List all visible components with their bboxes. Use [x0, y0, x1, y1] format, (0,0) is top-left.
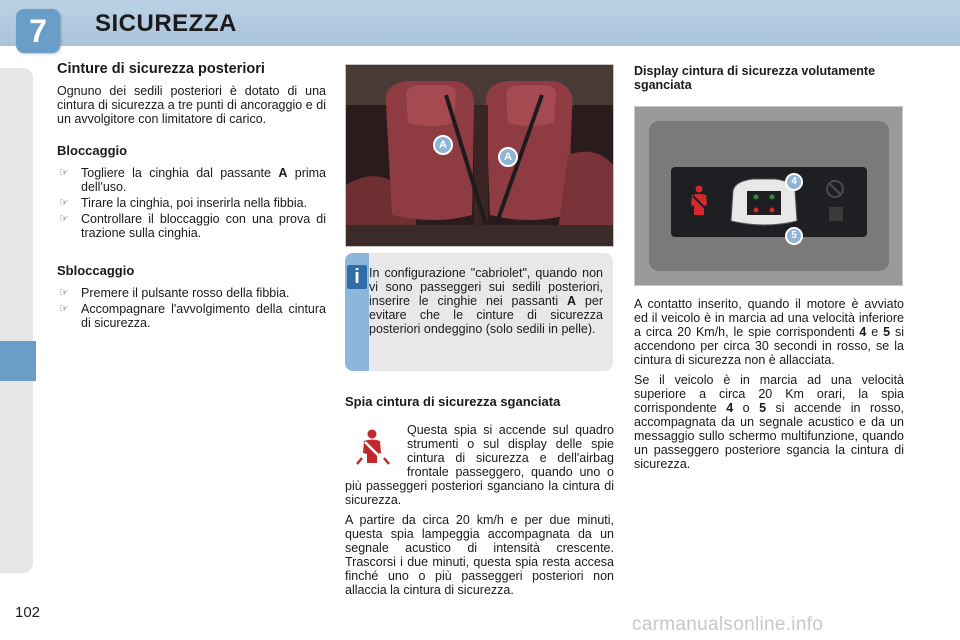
display-paragraph-1-b: e [866, 325, 884, 339]
unlock-step-1 [57, 286, 326, 300]
lock-step-1 [57, 166, 326, 194]
pointing-hand-icon: ☞ [59, 213, 69, 225]
page-title: SICUREZZA [95, 10, 237, 37]
display-paragraph-2 [634, 373, 904, 471]
unlock-steps [57, 286, 326, 330]
pointing-hand-icon: ☞ [59, 287, 69, 299]
warning-lamp-paragraph-2: A partire da circa 20 km/h e per due minuti, questa spia lampeggia accompagnata da un segnale acustico di intensità crescente. Trascorsi i due minuti, questa spia resta accesa finché uno o più passeggeri posteriori non allaccia la cintura di sicurezza. [345, 513, 614, 597]
display-paragraph-2-k1: 4 [726, 401, 734, 415]
seatbelt-display-photo [634, 106, 903, 286]
unlock-step-1-text: Premere il pulsante rosso della fibbia. [81, 286, 290, 300]
unlock-step-2 [57, 302, 326, 330]
left-column [57, 62, 326, 338]
right-column [634, 297, 904, 479]
lock-steps [57, 166, 326, 240]
seatbelt-warning-icon [353, 427, 393, 467]
intro-paragraph: Ognuno dei sedili posteriori è dotato di una cintura di sicurezza a tre punti di ancoraggio e di un avvolgitore con limitatore di carico. [57, 84, 326, 126]
info-box [345, 253, 613, 371]
display-paragraph-1-k1: 4 [859, 325, 867, 339]
lock-title: Bloccaggio [57, 143, 128, 158]
unlock-step-2-text: Accompagnare l'avvolgimento della cintura di sicurezza. [81, 302, 326, 330]
display-paragraph-2-k2: 5 [759, 401, 767, 415]
chapter-badge: 7 [16, 9, 60, 53]
display-paragraph-2-c: si accende in rosso, accompagnata da un segnale acustico e da un messaggio sullo schermo multifunzione, quando un passeggero posteriore sgancia la cintura di sicurezza. [634, 401, 904, 471]
callout-5: 5 [785, 227, 803, 245]
display-paragraph-1-k2: 5 [883, 325, 891, 339]
info-icon: i [347, 265, 367, 289]
lock-step-2 [57, 196, 326, 210]
section-title-rear-belts: Cinture di sicurezza posteriori [57, 61, 265, 77]
display-paragraph-1-c: si accendono per circa 30 secondi in rosso, se la cintura di sicurezza non è allacciata. [634, 325, 904, 367]
callout-a-left: A [433, 135, 453, 155]
page-number: 102 [15, 604, 41, 621]
warning-lamp-paragraph-1: Questa spia si accende sul quadro strumenti o sul display delle spie cintura di sicurezza e dell'airbag frontale passeggero, quando uno o più passeggeri posteriori sganciano la cintura di sicurezza. [345, 423, 614, 507]
callout-a-right: A [498, 147, 518, 167]
display-title: Display cintura di sicurezza volutamente sganciata [634, 64, 876, 92]
watermark: carmanualsonline.info [632, 614, 824, 635]
lock-step-2-text: Tirare la cinghia, poi inserirla nella fibbia. [81, 196, 308, 210]
lock-step-1-key: A [278, 166, 288, 180]
right-column-heading [634, 64, 904, 92]
lock-step-1-text: Togliere la cinghia dal passante [81, 166, 279, 180]
info-text-key: A [567, 294, 577, 308]
info-text-pre: In configurazione "cabriolet", quando non vi sono passeggeri sui sedili posteriori, inserire le cinghie nei passanti [369, 266, 603, 308]
unlock-title: Sbloccaggio [57, 263, 135, 278]
lock-step-1-tail: prima dell'uso. [81, 166, 326, 194]
display-paragraph-2-b: o [733, 401, 760, 415]
callout-4: 4 [785, 173, 803, 191]
lock-step-3-text: Controllare il bloccaggio con una prova di trazione sulla cinghia. [81, 212, 326, 240]
pointing-hand-icon: ☞ [59, 167, 69, 179]
warning-lamp-title: Spia cintura di sicurezza sganciata [345, 394, 561, 409]
display-paragraph-1 [634, 297, 904, 367]
lock-step-3 [57, 212, 326, 240]
display-paragraph-1-a: A contatto inserito, quando il motore è avviato ed il veicolo è in marcia ad una velocità inferiore a circa 20 Km/h, le spie corrispondenti [634, 297, 904, 339]
info-text-post: per evitare che le cinture di sicurezza posteriori ondeggino (solo sedili in pelle). [369, 294, 603, 336]
info-text [369, 266, 603, 336]
pointing-hand-icon: ☞ [59, 303, 69, 315]
side-band [0, 68, 33, 573]
pointing-hand-icon: ☞ [59, 197, 69, 209]
display-paragraph-2-a: Se il veicolo è in marcia ad una velocità superiore a circa 20 Km orari, la spia corrispondente [634, 373, 904, 415]
rear-seats-photo [345, 64, 614, 247]
chapter-tab [0, 341, 36, 381]
middle-column [345, 395, 614, 605]
